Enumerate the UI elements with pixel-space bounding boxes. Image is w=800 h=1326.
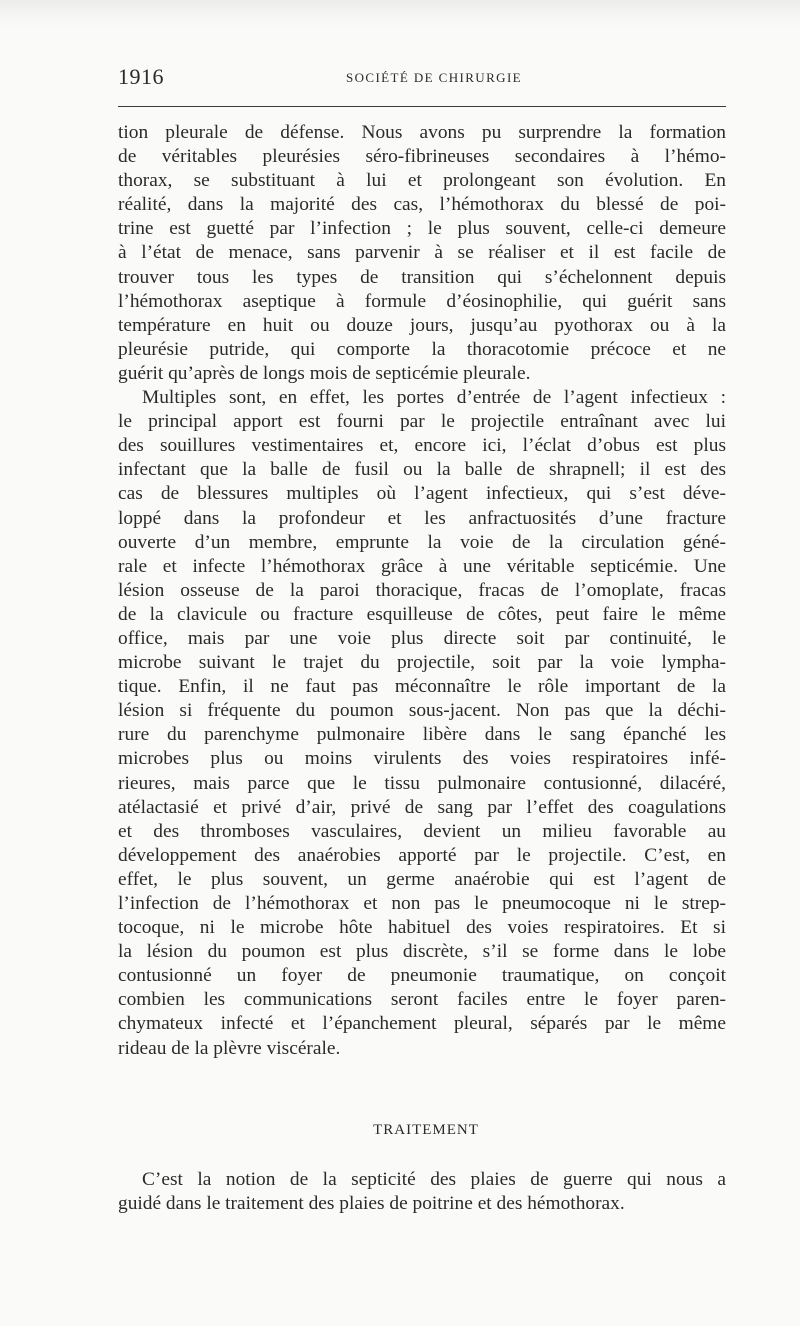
text-line: trouver tous les types de transition qui s’échelonnent depuis — [118, 266, 726, 288]
text-line: combien les communications seront faciles entre le foyer paren- — [118, 989, 726, 1011]
text-line: contusionné un foyer de pneumonie traumatique, on conçoit — [118, 965, 726, 987]
text-line: développement des anaérobies apporté par le projectile. C’est, en — [118, 844, 726, 866]
scan-edge-shadow — [0, 0, 800, 28]
page-header — [118, 64, 726, 94]
text-line: loppé dans la profondeur et les anfractuosités d’une fracture — [118, 507, 726, 529]
text-line: lésion osseuse de la paroi thoracique, fracas de l’omoplate, fracas — [118, 579, 726, 601]
header-rule — [118, 106, 726, 107]
text-line: office, mais par une voie plus directe soit par continuité, le — [118, 627, 726, 649]
text-line: la lésion du poumon est plus discrète, s’il se forme dans le lobe — [118, 941, 726, 963]
text-line: tocoque, ni le microbe hôte habituel des voies respiratoires. Et si — [118, 917, 726, 939]
text-line: guidé dans le traitement des plaies de poitrine et des hémothorax. — [118, 1193, 625, 1215]
text-line: ouverte d’un membre, emprunte la voie de la circulation géné- — [118, 531, 726, 553]
text-line: de la clavicule ou fracture esquilleuse de côtes, peut faire le même — [118, 603, 726, 625]
running-title: SOCIÉTÉ DE CHIRURGIE — [345, 70, 523, 85]
text-line: C’est la notion de la septicité des plaies de guerre qui nous a — [142, 1169, 726, 1190]
text-line: des souillures vestimentaires et, encore ici, l’éclat d’obus est plus — [118, 435, 726, 457]
text-line: rale et infecte l’hémothorax grâce à une véritable septicémie. Une — [118, 555, 726, 577]
text-line: tion pleurale de défense. Nous avons pu surprendre la formation — [118, 122, 726, 143]
text-line: trine est guetté par l’infection ; le plus souvent, celle-ci demeure — [118, 218, 726, 240]
text-line: thorax, se substituant à lui et prolongeant son évolution. En — [118, 170, 726, 192]
text-line: cas de blessures multiples où l’agent infectieux, qui s’est déve- — [118, 483, 726, 505]
section-heading: TRAITEMENT — [373, 1122, 479, 1138]
text-line: guérit qu’après de longs mois de septicémie pleurale. — [118, 362, 531, 384]
text-line: rieures, mais parce que le tissu pulmonaire contusionné, dilacéré, — [118, 772, 726, 794]
text-line: le principal apport est fourni par le projectile entraînant avec lui — [118, 411, 726, 433]
page-number: 1916 — [118, 64, 164, 89]
main-paragraphs — [118, 121, 726, 1061]
text-line: microbes plus ou moins virulents des voies respiratoires infé- — [118, 748, 726, 770]
text-line: effet, le plus souvent, un germe anaérobie qui est l’agent de — [118, 868, 726, 890]
text-line: microbe suivant le trajet du projectile, soit par la voie lympha- — [118, 652, 726, 674]
text-line: chymateux infecté et l’épanchement pleural, séparés par le même — [118, 1013, 726, 1035]
text-line: lésion si fréquente du poumon sous-jacent. Non pas que la déchi- — [118, 700, 726, 722]
text-line: l’hémothorax aseptique à formule d’éosinophilie, qui guérit sans — [118, 290, 726, 312]
text-line: et des thromboses vasculaires, devient un milieu favorable au — [118, 820, 726, 842]
text-line: pleurésie putride, qui comporte la thoracotomie précoce et ne — [118, 338, 726, 360]
text-line: infectant que la balle de fusil ou la balle de shrapnell; il est des — [118, 459, 726, 481]
text-line: réalité, dans la majorité des cas, l’hémothorax du blessé de poi- — [118, 194, 726, 216]
text-line: atélactasié et privé d’air, privé de sang par l’effet des coagulations — [118, 796, 726, 818]
text-line: température en huit ou douze jours, jusqu’au pyothorax ou à la — [118, 314, 726, 336]
text-line: l’infection de l’hémothorax et non pas le pneumocoque ni le strep- — [118, 893, 726, 914]
text-line: Multiples sont, en effet, les portes d’entrée de l’agent infectieux : — [142, 387, 726, 409]
text-line: de véritables pleurésies séro-fibrineuses secondaires à l’hémo- — [118, 146, 726, 168]
text-line: rideau de la plèvre viscérale. — [118, 1037, 341, 1059]
text-line: tique. Enfin, il ne faut pas méconnaître le rôle important de la — [118, 676, 726, 698]
text-line: à l’état de menace, sans parvenir à se réaliser et il est facile de — [118, 242, 726, 264]
text-line: rure du parenchyme pulmonaire libère dans le sang épanché les — [118, 724, 726, 746]
treatment-paragraph — [118, 1168, 726, 1216]
